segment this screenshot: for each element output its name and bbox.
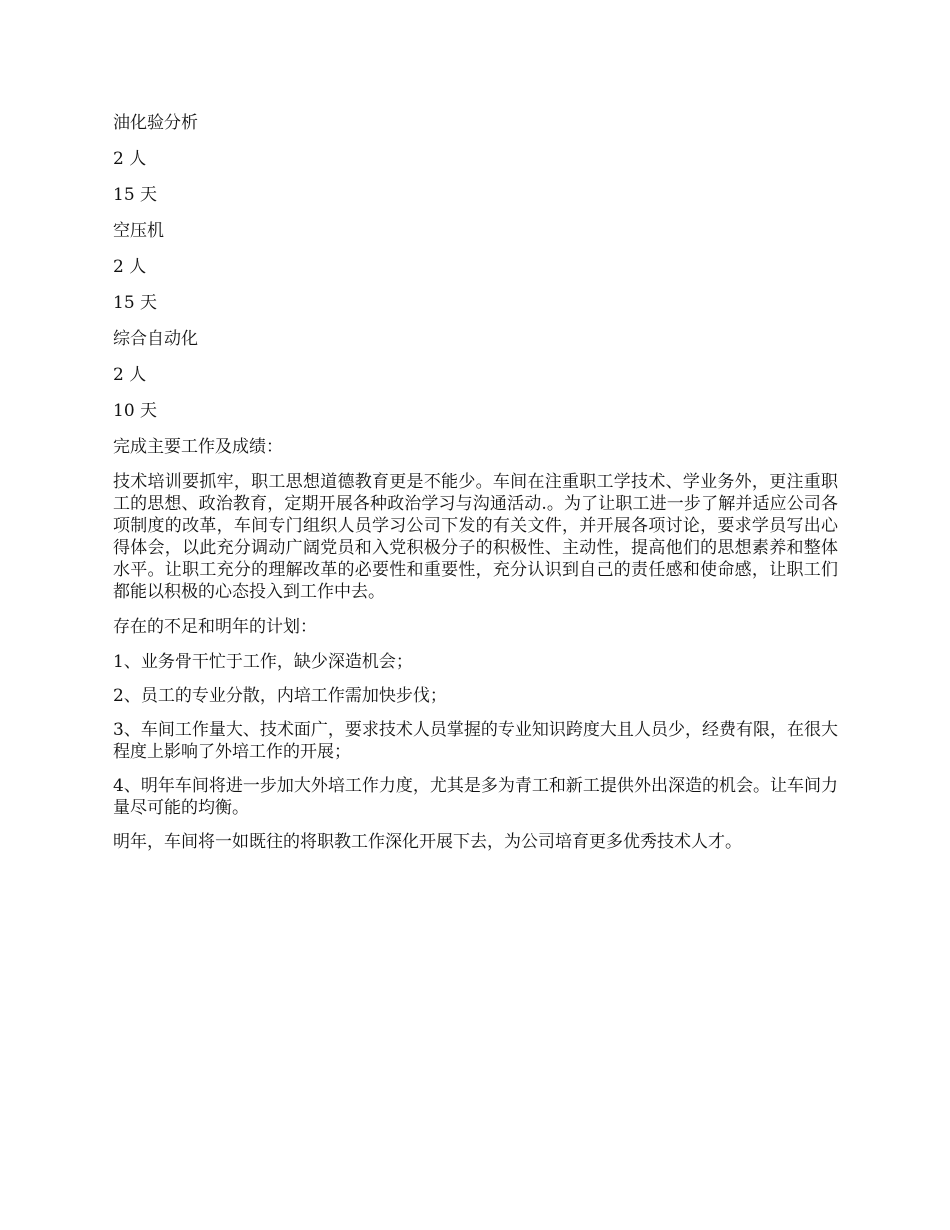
achievements-body: 技术培训要抓牢，职工思想道德教育更是不能少。车间在注重职工学技术、学业务外，更注重职工的思想、政治教育，定期开展各种政治学习与沟通活动.。为了让职工进一步了解并适应公司各项制度的改革，车间专门组织人员学习公司下发的有关文件，并开展各项讨论，要求学员写出心得体会，以此充分调动广阔党员和入党积极分子的积极性、主动性，提高他们的思想素养和整体水平。让职工充分的理解改革的必要性和重要性，充分认识到自己的责任感和使命感，让职工们都能以积极的心态投入到工作中去。: [113, 472, 838, 602]
training-item-days: 15 天: [113, 293, 158, 313]
achievements-heading: 完成主要工作及成绩：: [113, 437, 283, 457]
training-item-people: 2 人: [113, 257, 147, 277]
plan-item: 2、员工的专业分散，内培工作需加快步伐；: [113, 686, 447, 706]
training-item-days: 10 天: [113, 401, 158, 421]
closing-paragraph: 明年，车间将一如既往的将职教工作深化开展下去，为公司培育更多优秀技术人才。: [113, 832, 742, 852]
training-item-name: 油化验分析: [113, 113, 198, 133]
training-item-name: 综合自动化: [113, 329, 198, 349]
document-page: [113, 111, 838, 865]
training-item-people: 2 人: [113, 149, 147, 169]
plan-item: 3、车间工作量大、技术面广，要求技术人员掌握的专业知识跨度大且人员少，经费有限，在很大程度上影响了外培工作的开展；: [113, 720, 838, 762]
plan-heading: 存在的不足和明年的计划：: [113, 617, 317, 637]
training-item-days: 15 天: [113, 185, 158, 205]
plan-item: 1、业务骨干忙于工作，缺少深造机会；: [113, 652, 413, 672]
plan-item: 4、明年车间将进一步加大外培工作力度，尤其是多为青工和新工提供外出深造的机会。让车间力量尽可能的均衡。: [113, 776, 838, 818]
training-item-people: 2 人: [113, 365, 147, 385]
training-item-name: 空压机: [113, 221, 164, 241]
